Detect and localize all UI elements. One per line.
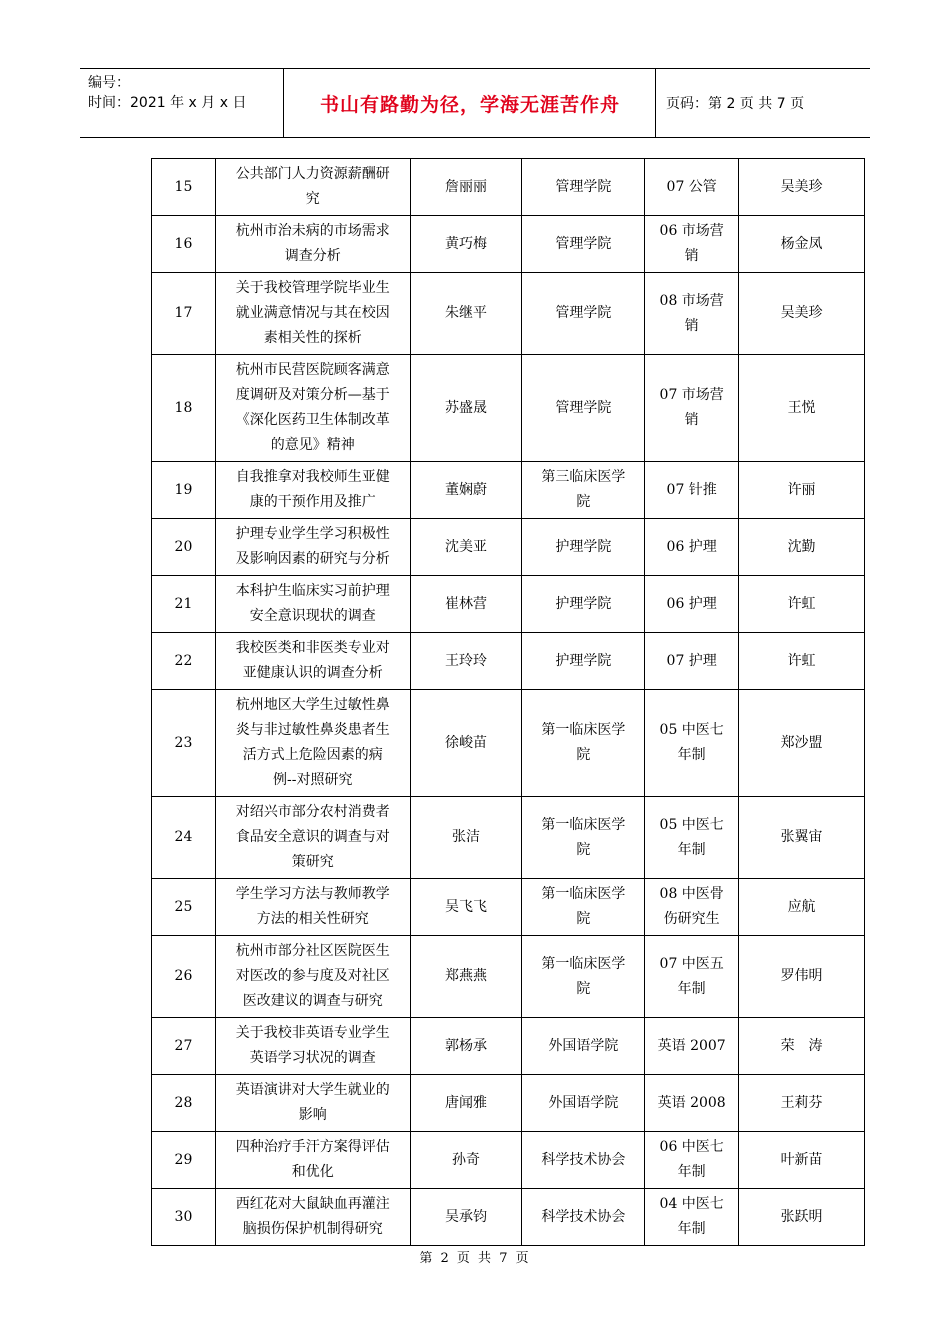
project-title-line: 对绍兴市部分农村消费者 (235, 804, 390, 820)
row-number-cell: 19 (152, 462, 216, 519)
class-name-cell (645, 936, 739, 1018)
project-title-line: 食品安全意识的调查与对 (235, 829, 390, 845)
project-title-line: 究 (305, 191, 320, 207)
class-name-line: 年制 (677, 1164, 706, 1180)
department-cell (522, 936, 645, 1018)
department-cell (522, 690, 645, 797)
project-title-line: 杭州市民营医院顾客满意 (235, 362, 390, 378)
department-line: 护理学院 (555, 652, 612, 669)
table-row (152, 1018, 865, 1075)
class-name-cell (645, 519, 739, 576)
department-cell (522, 273, 645, 355)
project-title-line: 活方式上危险因素的病 (242, 747, 383, 763)
serial-label: 编号： (88, 75, 130, 91)
department-line: 院 (576, 841, 591, 858)
student-name-cell: 崔林营 (410, 576, 522, 633)
table-row (152, 519, 865, 576)
project-title-line: 和优化 (291, 1164, 334, 1180)
class-name-cell (645, 576, 739, 633)
project-title-line: 例--对照研究 (273, 772, 353, 788)
row-number-cell: 30 (152, 1189, 216, 1246)
class-name-line: 07 市场营 (659, 387, 724, 403)
project-title-line: 康的干预作用及推广 (249, 494, 376, 510)
class-name-line: 07 针推 (666, 481, 717, 498)
row-number-cell: 24 (152, 797, 216, 879)
advisor-name-cell: 吴美珍 (739, 159, 865, 216)
class-name-line: 05 中医七 (659, 722, 724, 738)
class-name-line: 06 护理 (666, 595, 717, 612)
row-number-cell: 21 (152, 576, 216, 633)
row-number-cell: 15 (152, 159, 216, 216)
student-name-cell: 王玲玲 (410, 633, 522, 690)
row-number-cell: 25 (152, 879, 216, 936)
project-title-line: 的意见》精神 (270, 437, 355, 453)
table-row (152, 690, 865, 797)
department-cell (522, 355, 645, 462)
row-number-cell: 20 (152, 519, 216, 576)
class-name-line: 08 市场营 (659, 292, 724, 309)
row-number-cell: 22 (152, 633, 216, 690)
row-number-cell: 27 (152, 1018, 216, 1075)
project-title-cell (215, 576, 410, 633)
department-cell (522, 633, 645, 690)
project-title-line: 素相关性的探析 (263, 330, 362, 346)
department-cell (522, 159, 645, 216)
class-name-line: 05 中医七 (659, 816, 724, 833)
class-name-line: 英语 2007 (657, 1037, 726, 1054)
project-title-line: 关于我校管理学院毕业生 (235, 280, 390, 296)
project-title-line: 四种治疗手汗方案得评估 (235, 1139, 390, 1155)
advisor-name-cell: 吴美珍 (739, 273, 865, 355)
project-title-line: 本科护生临床实习前护理 (235, 583, 390, 599)
department-line: 第一临床医学 (541, 816, 626, 833)
department-cell (522, 1075, 645, 1132)
table-row (152, 159, 865, 216)
department-cell (522, 1132, 645, 1189)
class-name-cell (645, 355, 739, 462)
table-row (152, 1189, 865, 1246)
project-title-line: 就业满意情况与其在校因 (235, 305, 390, 321)
class-name-cell (645, 633, 739, 690)
student-name-cell: 张洁 (410, 797, 522, 879)
advisor-name-cell: 叶新苗 (739, 1132, 865, 1189)
department-line: 管理学院 (555, 235, 612, 252)
class-name-cell (645, 1018, 739, 1075)
table-row (152, 936, 865, 1018)
project-title-line: 对医改的参与度及对社区 (235, 968, 390, 984)
student-name-cell: 孙奇 (410, 1132, 522, 1189)
project-title-cell (215, 1018, 410, 1075)
project-title-cell (215, 1075, 410, 1132)
row-number-cell: 29 (152, 1132, 216, 1189)
project-title-line: 公共部门人力资源薪酬研 (235, 166, 390, 182)
advisor-name-cell: 荣 涛 (739, 1018, 865, 1075)
project-title-line: 杭州市部分社区医院医生 (235, 943, 390, 959)
department-line: 科学技术协会 (541, 1151, 626, 1168)
class-name-cell (645, 1075, 739, 1132)
student-name-cell: 郭杨承 (410, 1018, 522, 1075)
header-page-info: 页码：第 2 页 共 7 页 (666, 96, 805, 112)
project-title-cell (215, 797, 410, 879)
department-line: 第一临床医学 (541, 955, 626, 972)
project-title-cell (215, 1132, 410, 1189)
class-name-line: 年制 (677, 980, 706, 997)
advisor-name-cell: 杨金凤 (739, 216, 865, 273)
project-title-cell (215, 462, 410, 519)
table-row (152, 1075, 865, 1132)
project-title-line: 亚健康认识的调查分析 (242, 665, 383, 681)
project-title-cell (215, 633, 410, 690)
student-name-cell: 沈美亚 (410, 519, 522, 576)
projects-table (151, 158, 865, 1246)
project-title-cell (215, 159, 410, 216)
advisor-name-cell: 张跃明 (739, 1189, 865, 1246)
advisor-name-cell: 许丽 (739, 462, 865, 519)
student-name-cell: 朱继平 (410, 273, 522, 355)
table-row (152, 216, 865, 273)
header-motto: 书山有路勤为径，学海无涯苦作舟 (285, 69, 656, 137)
page-footer: 第 2 页 共 7 页 (419, 1251, 531, 1266)
project-title-cell (215, 690, 410, 797)
department-cell (522, 462, 645, 519)
department-line: 科学技术协会 (541, 1208, 626, 1225)
class-name-cell (645, 1132, 739, 1189)
department-line: 院 (576, 494, 591, 510)
project-title-line: 西红花对大鼠缺血再灌注 (235, 1196, 390, 1212)
time-label: 时间：2021 年 x 月 x 日 (88, 95, 247, 111)
class-name-cell (645, 462, 739, 519)
department-line: 第一临床医学 (541, 886, 626, 902)
class-name-cell (645, 690, 739, 797)
project-title-line: 护理专业学生学习积极性 (235, 526, 390, 542)
department-cell (522, 1018, 645, 1075)
project-title-cell (215, 216, 410, 273)
row-number-cell: 18 (152, 355, 216, 462)
class-name-line: 06 中医七 (659, 1139, 724, 1155)
class-name-cell (645, 1189, 739, 1246)
class-name-line: 伤研究生 (663, 911, 720, 927)
project-title-line: 学生学习方法与教师教学 (235, 886, 390, 902)
department-cell (522, 879, 645, 936)
advisor-name-cell: 应航 (739, 879, 865, 936)
department-cell (522, 576, 645, 633)
project-title-line: 脑损伤保护机制得研究 (242, 1221, 383, 1237)
department-line: 管理学院 (555, 399, 612, 416)
project-title-cell (215, 1189, 410, 1246)
project-title-line: 影响 (298, 1107, 327, 1123)
class-name-line: 年制 (677, 841, 706, 858)
project-title-line: 英语演讲对大学生就业的 (235, 1082, 390, 1098)
project-title-line: 医改建议的调查与研究 (242, 993, 383, 1009)
department-line: 第三临床医学 (541, 469, 626, 485)
row-number-cell: 17 (152, 273, 216, 355)
advisor-name-cell: 沈勤 (739, 519, 865, 576)
row-number-cell: 23 (152, 690, 216, 797)
project-title-line: 《深化医药卫生体制改革 (235, 412, 390, 428)
table-row (152, 633, 865, 690)
class-name-line: 英语 2008 (657, 1094, 726, 1111)
project-title-line: 杭州市治未病的市场需求 (235, 223, 390, 239)
student-name-cell: 董娴蔚 (410, 462, 522, 519)
page-header (80, 68, 870, 138)
project-title-line: 自我推拿对我校师生亚健 (235, 469, 390, 485)
department-line: 护理学院 (555, 538, 612, 555)
class-name-line: 06 护理 (666, 538, 717, 555)
table-row (152, 797, 865, 879)
advisor-name-cell: 郑沙盟 (739, 690, 865, 797)
department-line: 管理学院 (555, 178, 612, 195)
project-title-line: 我校医类和非医类专业对 (235, 640, 390, 656)
advisor-name-cell: 许虹 (739, 576, 865, 633)
projects-table-body (152, 159, 865, 1246)
student-name-cell: 郑燕燕 (410, 936, 522, 1018)
header-meta (80, 69, 284, 137)
department-cell (522, 797, 645, 879)
class-name-cell (645, 159, 739, 216)
class-name-cell (645, 273, 739, 355)
student-name-cell: 吴飞飞 (410, 879, 522, 936)
row-number-cell: 26 (152, 936, 216, 1018)
table-row (152, 273, 865, 355)
table-row (152, 462, 865, 519)
advisor-name-cell: 张翼宙 (739, 797, 865, 879)
project-title-line: 方法的相关性研究 (256, 911, 369, 927)
project-title-cell (215, 273, 410, 355)
department-cell (522, 519, 645, 576)
advisor-name-cell: 罗伟明 (739, 936, 865, 1018)
class-name-line: 07 公管 (666, 178, 717, 195)
row-number-cell: 28 (152, 1075, 216, 1132)
project-title-cell (215, 519, 410, 576)
project-title-line: 关于我校非英语专业学生 (235, 1025, 390, 1041)
project-title-line: 度调研及对策分析—基于 (235, 387, 390, 403)
project-title-line: 调查分析 (284, 248, 341, 264)
student-name-cell: 黄巧梅 (410, 216, 522, 273)
advisor-name-cell: 许虹 (739, 633, 865, 690)
advisor-name-cell: 王莉芬 (739, 1075, 865, 1132)
student-name-cell: 詹丽丽 (410, 159, 522, 216)
class-name-line: 年制 (677, 1221, 706, 1237)
project-title-line: 英语学习状况的调查 (249, 1050, 376, 1066)
table-row (152, 355, 865, 462)
class-name-line: 年制 (677, 747, 706, 763)
class-name-line: 04 中医七 (659, 1196, 724, 1212)
row-number-cell: 16 (152, 216, 216, 273)
table-row (152, 1132, 865, 1189)
class-name-line: 08 中医骨 (659, 886, 724, 902)
class-name-cell (645, 797, 739, 879)
project-title-cell (215, 879, 410, 936)
department-line: 院 (576, 911, 591, 927)
class-name-line: 销 (684, 248, 699, 264)
class-name-cell (645, 216, 739, 273)
department-line: 管理学院 (555, 305, 612, 321)
class-name-line: 销 (684, 412, 699, 428)
department-line: 护理学院 (555, 595, 612, 612)
department-cell (522, 216, 645, 273)
project-title-line: 策研究 (291, 854, 334, 870)
student-name-cell: 苏盛晟 (410, 355, 522, 462)
advisor-name-cell: 王悦 (739, 355, 865, 462)
department-line: 院 (576, 747, 591, 763)
student-name-cell: 徐峻苗 (410, 690, 522, 797)
project-title-line: 杭州地区大学生过敏性鼻 (235, 697, 390, 713)
student-name-cell: 吴承钧 (410, 1189, 522, 1246)
class-name-line: 销 (684, 317, 699, 334)
department-line: 外国语学院 (548, 1094, 619, 1111)
department-line: 第一临床医学 (541, 722, 626, 738)
department-cell (522, 1189, 645, 1246)
project-title-cell (215, 355, 410, 462)
student-name-cell: 唐闻雅 (410, 1075, 522, 1132)
project-title-line: 安全意识现状的调查 (249, 608, 376, 624)
class-name-cell (645, 879, 739, 936)
table-row (152, 879, 865, 936)
class-name-line: 07 中医五 (659, 955, 724, 972)
table-row (152, 576, 865, 633)
project-title-line: 及影响因素的研究与分析 (235, 551, 390, 567)
project-title-line: 炎与非过敏性鼻炎患者生 (235, 722, 390, 738)
class-name-line: 06 市场营 (659, 223, 724, 239)
class-name-line: 07 护理 (666, 652, 717, 669)
department-line: 院 (576, 980, 591, 997)
project-title-cell (215, 936, 410, 1018)
department-line: 外国语学院 (548, 1037, 619, 1054)
